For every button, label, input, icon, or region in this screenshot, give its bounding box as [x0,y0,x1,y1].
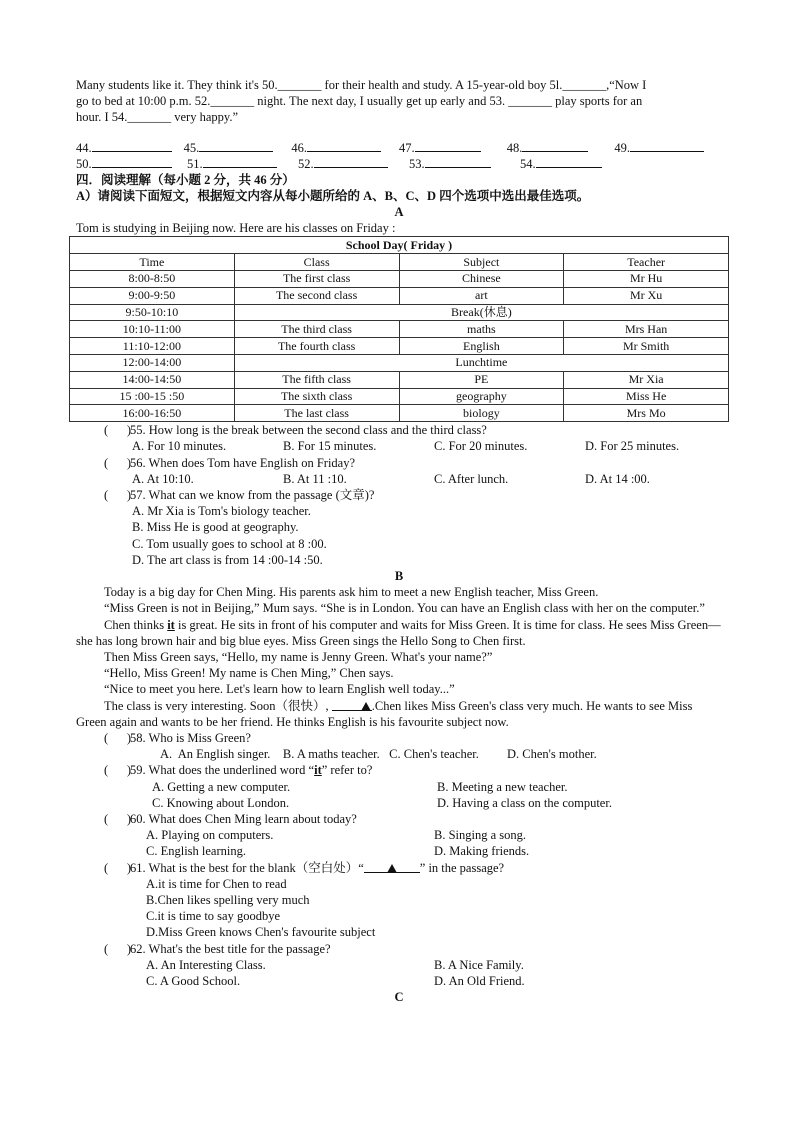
answer-line[interactable] [203,156,277,168]
paragraph: “Hello, Miss Green! My name is Chen Ming,” Chen says. [104,666,394,681]
cell-time: 11:10-12:00 [70,338,235,355]
question-57 [76,487,722,503]
cell-time: 15 :00-15 :50 [70,388,235,405]
option-c[interactable]: C. Tom usually goes to school at 8 :00. [132,536,327,551]
option-d[interactable]: D. For 25 minutes. [585,439,680,454]
question-56 [76,455,722,471]
cell-teacher: Mr Xu [564,287,729,304]
options [76,827,722,843]
option-a[interactable]: A.it is time for Chen to read [146,876,287,891]
option-b[interactable]: B. At 11 :10. [283,471,347,486]
question-text: 62. What's the best title for the passage? [130,941,331,956]
cell-class: The fourth class [234,338,399,355]
underlined-word: it [167,617,175,632]
option-c[interactable]: C.it is time to say goodbye [146,909,281,924]
blank-number: 47. [399,140,415,155]
paragraph: Today is a big day for Chen Ming. His parents ask him to meet a new English teacher, Miss Green. [104,585,599,600]
option-d[interactable]: D.Miss Green knows Chen's favourite subject [146,925,376,940]
section-instruction: A）请阅读下面短文，根据短文内容从每小题所给的 A、B、C、D 四个选项中选出最佳选项。 [76,188,590,203]
text-run: is great. He sits in front of his computer and waits for Miss Green. It is time for class. He sees Miss Green—she has long brown hair and big blue eyes. Miss Green sings the Hello Song to Chen first. [76,617,721,648]
question-text: 58. Who is Miss Green? [130,731,251,746]
option-b[interactable]: B. A Nice Family. [434,957,524,972]
cell-teacher: Mrs Han [564,321,729,338]
intro-line: hour. I 54._______ very happy.” [76,110,239,125]
option-a[interactable]: A. Getting a new computer. [152,779,291,794]
passage-label: C [394,990,404,1005]
answer-paren[interactable]: ( ) [104,860,132,875]
cell-class: The second class [234,287,399,304]
answer-line[interactable] [522,140,588,152]
option-c[interactable]: C. For 20 minutes. [434,439,528,454]
answer-paren[interactable]: ( ) [104,455,132,470]
question-60 [76,811,722,827]
answer-line[interactable] [199,140,273,152]
option-d[interactable]: D. At 14 :00. [585,471,650,486]
cell-time: 8:00-8:50 [70,271,235,288]
column-header: Class [234,254,399,271]
cell-class: The fifth class [234,371,399,388]
cell-subject: PE [399,371,564,388]
options[interactable]: A. An English singer. B. A maths teacher. C. Chen's teacher. D. Chen's mother. [160,747,597,762]
option-b[interactable]: B.Chen likes spelling very much [146,893,310,908]
blank-number: 52. [298,156,314,171]
option-a[interactable]: A. For 10 minutes. [132,439,227,454]
answer-line[interactable] [92,156,172,168]
cell-class: The third class [234,321,399,338]
option-a[interactable]: A. Playing on computers. [146,828,274,843]
table-row [70,388,729,405]
cell-teacher: Mr Smith [564,338,729,355]
answer-line[interactable] [630,140,704,152]
triangle-icon [361,702,371,711]
table-row [70,355,729,372]
paragraph [76,617,722,649]
cell-subject: geography [399,388,564,405]
options [76,471,722,487]
option-b[interactable]: B. Miss He is good at geography. [132,520,299,535]
answer-line[interactable] [536,156,602,168]
column-header: Subject [399,254,564,271]
cell-break: Break(休息) [234,304,728,321]
option-c[interactable]: C. English learning. [146,844,246,859]
question-62 [76,941,722,957]
cell-class: The first class [234,271,399,288]
options [76,779,722,795]
cell-time: 16:00-16:50 [70,405,235,422]
options [76,438,722,454]
answer-line[interactable] [314,156,388,168]
text-run: 61. What is the best for the blank（空白处）“ [130,860,364,875]
cell-teacher: Miss He [564,388,729,405]
blank-number: 53. [409,156,425,171]
option-a[interactable]: A. An Interesting Class. [146,957,266,972]
cell-subject: art [399,287,564,304]
table-row [70,304,729,321]
blank-number: 51. [187,156,203,171]
passage-label: A [394,205,404,220]
blank-marker [364,860,420,873]
options [76,795,722,811]
answer-line[interactable] [307,140,381,152]
text-run: 59. What does the underlined word “ [130,763,315,778]
answer-line[interactable] [415,140,481,152]
blank-number: 45. [183,140,200,155]
table-row [70,321,729,338]
option-d[interactable]: D. Making friends. [434,844,530,859]
passage-label: B [394,569,404,584]
answer-paren[interactable]: ( ) [104,812,132,827]
options [76,973,722,989]
answer-paren[interactable]: ( ) [104,488,132,502]
blank-number: 50. [76,156,92,171]
cell-class: The last class [234,405,399,422]
option-a[interactable]: A. Mr Xia is Tom's biology teacher. [132,504,311,519]
question-text: 57. What can we know from the passage (文章)? [130,488,375,502]
table-row [70,405,729,422]
table-row [70,338,729,355]
question-61 [76,860,722,876]
question-59 [76,762,722,778]
options [76,957,722,973]
cell-time: 10:10-11:00 [70,321,235,338]
option-b[interactable]: B. For 15 minutes. [283,439,377,454]
answer-line[interactable] [425,156,491,168]
question-text: 55. How long is the break between the second class and the third class? [130,423,487,438]
blank-number: 54. [520,156,536,171]
table-title: School Day( Friday ) [70,237,729,254]
passage-intro: Tom is studying in Beijing now. Here are his classes on Friday : [76,221,396,236]
text-run: .Chen likes Miss Green's class very much. He wants to see Miss Green again and wants to be her friend. He thinks English is his favourite subject now. [76,698,693,729]
intro-line: Many students like it. They think it's 50._______ for their health and study. A 15-year-old boy 5l._______,“Now I [76,78,647,92]
question-text: 56. When does Tom have English on Friday? [130,455,356,470]
cell-class: The sixth class [234,388,399,405]
answer-paren[interactable]: ( ) [104,423,132,438]
answer-paren[interactable]: ( ) [104,731,132,746]
blank-number: 44. [76,140,92,155]
cell-time: 9:00-9:50 [70,287,235,304]
cell-teacher: Mr Xia [564,371,729,388]
question-text [130,762,372,778]
schedule-table [69,236,729,422]
question-text: 60. What does Chen Ming learn about today? [130,812,357,827]
option-d[interactable]: D. Having a class on the computer. [437,795,612,810]
cell-subject: English [399,338,564,355]
cell-teacher: Mrs Mo [564,405,729,422]
paragraph: “Nice to meet you here. Let's learn how to learn English well today...” [104,682,455,697]
option-b[interactable]: B. Singing a song. [434,828,527,843]
option-b[interactable]: B. Meeting a new teacher. [437,779,568,794]
section-heading: 四．阅读理解（每小题 2 分，共 46 分） [76,172,295,187]
answer-paren[interactable]: ( ) [104,763,132,778]
text-run: ” in the passage? [419,860,505,875]
answer-paren[interactable]: ( ) [104,941,132,956]
table-row [70,371,729,388]
answer-line[interactable] [92,140,172,152]
option-c[interactable]: C. Knowing about London. [152,795,290,810]
cell-teacher: Mr Hu [564,271,729,288]
blank-number: 49. [614,140,630,155]
text-run: The class is very interesting. Soon（很快）, [104,698,332,713]
question-text [130,860,504,876]
paragraph: “Miss Green is not in Beijing,” Mum says. “She is in London. You can have an English class with her on the computer.” [104,601,705,616]
blank-number: 48. [506,140,523,155]
option-d[interactable]: D. An Old Friend. [434,974,525,989]
column-header: Time [70,254,235,271]
blank-number: 46. [291,140,307,155]
question-55 [76,422,722,438]
intro-line: go to bed at 10:00 p.m. 52._______ night. The next day, I usually get up early and 53. _______ play sports for an [76,94,643,109]
cell-lunch: Lunchtime [234,355,728,372]
option-a[interactable]: A. At 10:10. [132,471,194,486]
cell-time: 14:00-14:50 [70,371,235,388]
text-run: Chen thinks [104,617,168,632]
paragraph [76,698,722,730]
text-run: ” refer to? [321,763,373,778]
table-row [70,287,729,304]
answer-blanks [76,140,722,172]
options [76,843,722,859]
underlined-word: it [314,763,322,778]
cell-subject: maths [399,321,564,338]
table-row [70,271,729,288]
cell-time: 12:00-14:00 [70,355,235,372]
option-c[interactable]: C. A Good School. [146,974,241,989]
option-c[interactable]: C. After lunch. [434,471,509,486]
table-header-row [70,254,729,271]
passage-blank[interactable] [332,698,372,711]
question-58 [76,730,722,746]
exam-page [76,77,722,1006]
triangle-icon [387,864,397,873]
paragraph: Then Miss Green says, “Hello, my name is Jenny Green. What's your name?” [104,650,493,665]
cell-subject: biology [399,405,564,422]
cell-subject: Chinese [399,271,564,288]
option-d[interactable]: D. The art class is from 14 :00-14 :50. [132,552,323,567]
column-header: Teacher [564,254,729,271]
cell-time: 9:50-10:10 [70,304,235,321]
